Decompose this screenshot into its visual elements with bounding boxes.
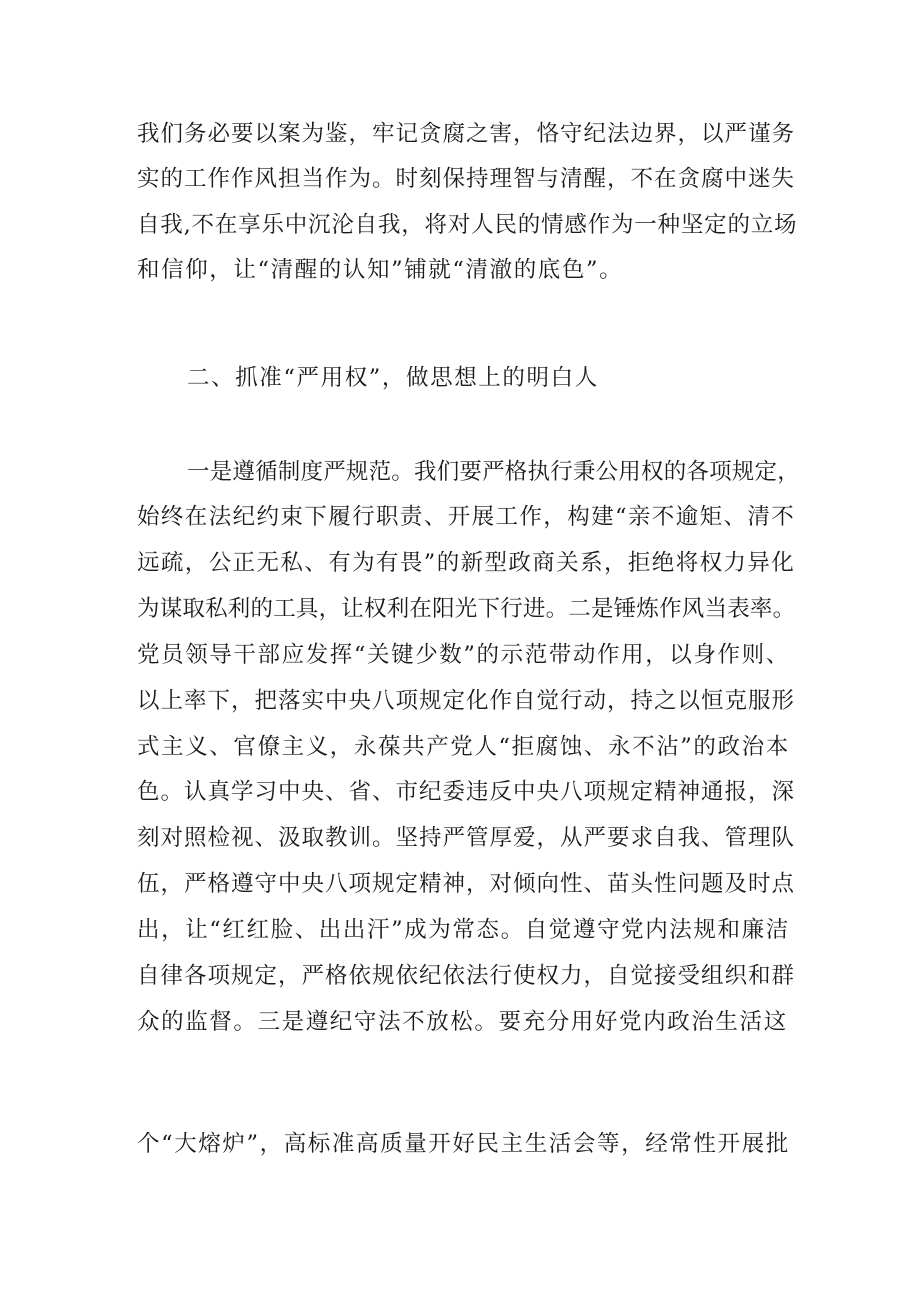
paragraph-line: 个“大熔炉”，高标准高质量开好民主生活会等，经常性开展批 bbox=[137, 1131, 790, 1157]
paragraph-line: 和信仰，让“清醒的认知”铺就“清澈的底色”。 bbox=[137, 257, 624, 283]
paragraph-line: 式主义、官僚主义，永葆共产党人“拒腐蚀、永不沾”的政治本 bbox=[137, 734, 790, 760]
paragraph-line: 以上率下，把落实中央八项规定化作自觉行动，持之以恒克服形 bbox=[137, 688, 796, 714]
paragraph-line: 党员领导干部应发挥“关键少数”的示范带动作用，以身作则、 bbox=[137, 642, 790, 668]
paragraph-line: 始终在法纪约束下履行职责、开展工作，构建“亲不逾矩、清不 bbox=[137, 504, 796, 530]
paragraph-line: 众的监督。三是遵纪守法不放松。要充分用好党内政治生活这 bbox=[137, 1009, 788, 1035]
section-heading: 二、抓准“严用权”，做思想上的明白人 bbox=[187, 365, 599, 391]
paragraph-line: 一是遵循制度严规范。我们要严格执行秉公用权的各项规定， bbox=[187, 459, 800, 485]
paragraph-line: 出，让“红红脸、出出汗”成为常态。自觉遵守党内法规和廉洁 bbox=[137, 917, 790, 943]
paragraph-line: 自律各项规定，严格依规依纪依法行使权力，自觉接受组织和群 bbox=[137, 963, 796, 989]
paragraph-line: 色。认真学习中央、省、市纪委违反中央八项规定精神通报，深 bbox=[137, 779, 796, 805]
paragraph-line: 伍，严格遵守中央八项规定精神，对倾向性、苗头性问题及时点 bbox=[137, 871, 796, 897]
paragraph-line: 刻对照检视、汲取教训。坚持严管厚爱，从严要求自我、管理队 bbox=[137, 825, 796, 851]
paragraph-line: 远疏，公正无私、有为有畏”的新型政商关系，拒绝将权力异化 bbox=[137, 550, 796, 576]
paragraph-line: 实的工作作风担当作为。时刻保持理智与清醒，不在贪腐中迷失 bbox=[137, 166, 796, 192]
paragraph-line: 自我,不在享乐中沉沦自我，将对人民的情感作为一种坚定的立场 bbox=[137, 212, 798, 238]
paragraph-line: 为谋取私利的工具，让权利在阳光下行进。二是锤炼作风当表率。 bbox=[137, 596, 796, 622]
paragraph-line: 我们务必要以案为鉴，牢记贪腐之害，恪守纪法边界，以严谨务 bbox=[137, 121, 796, 147]
